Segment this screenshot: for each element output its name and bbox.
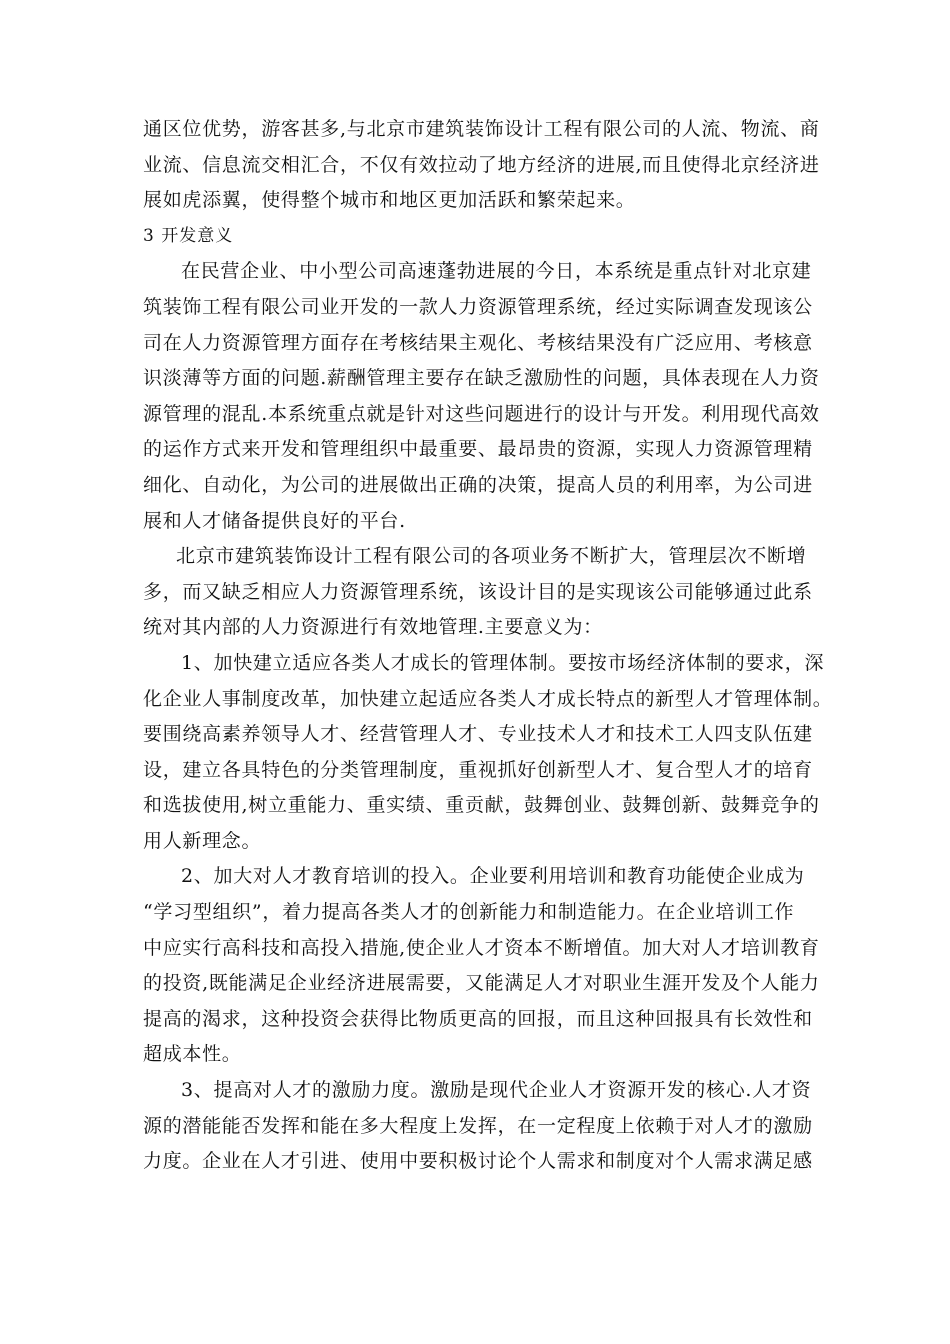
paragraph-line: 的运作方式来开发和管理组织中最重要、最昂贵的资源，实现人力资源管理精 — [143, 438, 813, 461]
paragraph-line: 展和人才储备提供良好的平台. — [143, 509, 406, 532]
paragraph-line: “学习型组织”，着力提高各类人才的创新能力和制造能力。在企业培训工作 — [143, 901, 795, 924]
list-item-heading: 2、加大对人才教育培训的投入。企业要利用培训和教育功能使企业成为 — [181, 865, 805, 888]
paragraph-line: 筑装饰工程有限公司业开发的一款人力资源管理系统，经过实际调查发现该公 — [143, 295, 813, 318]
paragraph-line: 超成本性。 — [143, 1043, 242, 1066]
paragraph-line: 的投资,既能满足企业经济进展需要，又能满足人才对职业生涯开发及个人能力 — [143, 972, 820, 995]
paragraph-line: 中应实行高科技和高投入措施,使企业人才资本不断增值。加大对人才培训教育 — [143, 936, 820, 959]
paragraph-line: 要围绕高素养领导人才、经营管理人才、专业技术人才和技术工人四支队伍建 — [143, 723, 813, 746]
paragraph-line: 通区位优势，游客甚多,与北京市建筑装饰设计工程有限公司的人流、物流、商 — [143, 118, 820, 140]
paragraph-line: 提高的渴求，这种投资会获得比物质更高的回报，而且这种回报具有长效性和 — [143, 1007, 813, 1030]
paragraph-line: 和选拔使用,树立重能力、重实绩、重贡献，鼓舞创业、鼓舞创新、鼓舞竞争的 — [143, 794, 820, 817]
section-heading: 3 开发意义 — [143, 225, 234, 246]
paragraph-line: 力度。企业在人才引进、使用中要积极讨论个人需求和制度对个人需求满足感 — [143, 1150, 813, 1173]
paragraph-line: 北京市建筑装饰设计工程有限公司的各项业务不断扩大，管理层次不断增 — [176, 545, 807, 568]
paragraph-line: 用人新理念。 — [143, 829, 262, 852]
paragraph-line: 源的潜能能否发挥和能在多大程度上发挥，在一定程度上依赖于对人才的激励 — [143, 1114, 813, 1137]
paragraph-line: 在民营企业、中小型公司高速蓬勃进展的今日，本系统是重点针对北京建 — [181, 260, 812, 283]
paragraph-line: 多，而又缺乏相应人力资源管理系统，该设计目的是实现该公司能够通过此系 — [143, 580, 813, 603]
paragraph-line: 司在人力资源管理方面存在考核结果主观化、考核结果没有广泛应用、考核意 — [143, 331, 813, 354]
paragraph-line: 业流、信息流交相汇合，不仅有效拉动了地方经济的进展,而且使得北京经济进 — [143, 153, 820, 176]
list-item-heading: 1、加快建立适应各类人才成长的管理体制。要按市场经济体制的要求，深 — [181, 651, 825, 674]
paragraph-line: 识淡薄等方面的问题.薪酬管理主要存在缺乏激励性的问题，具体表现在人力资 — [143, 367, 820, 390]
paragraph-line: 细化、自动化，为公司的进展做出正确的决策，提高人员的利用率，为公司进 — [143, 473, 813, 496]
paragraph-line: 源管理的混乱.本系统重点就是针对这些问题进行的设计与开发。利用现代高效 — [143, 402, 820, 425]
paragraph-line: 展如虎添翼，使得整个城市和地区更加活跃和繁荣起来。 — [143, 189, 636, 212]
paragraph-line: 统对其内部的人力资源进行有效地管理.主要意义为： — [143, 616, 603, 639]
paragraph-line: 化企业人事制度改革，加快建立起适应各类人才成长特点的新型人才管理体制。 — [143, 687, 833, 710]
document-body — [143, 112, 833, 1180]
paragraph-line: 设，建立各具特色的分类管理制度，重视抓好创新型人才、复合型人才的培育 — [143, 758, 813, 781]
list-item-heading: 3、提高对人才的激励力度。激励是现代企业人才资源开发的核心.人才资 — [181, 1079, 812, 1102]
